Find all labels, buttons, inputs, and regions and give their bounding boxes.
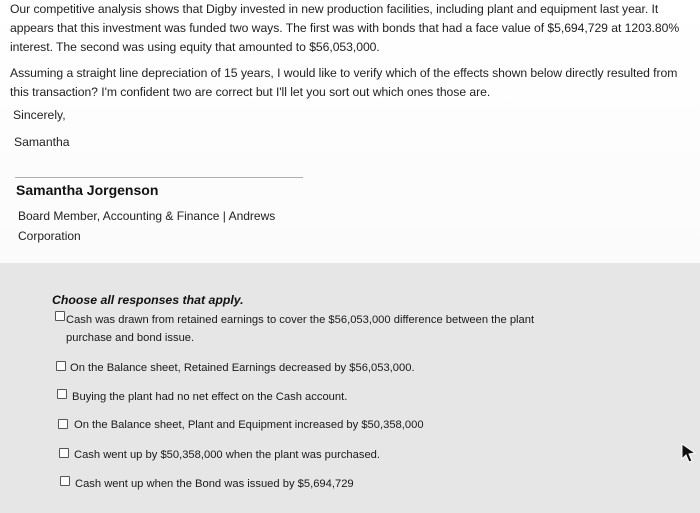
email-body bbox=[10, 0, 686, 102]
pointer-cursor-icon-svg bbox=[680, 443, 698, 463]
option-4-checkbox[interactable] bbox=[58, 419, 68, 429]
option-5-checkbox[interactable] bbox=[59, 448, 69, 458]
sender-name: Samantha Jorgenson bbox=[16, 182, 159, 198]
email-signature: Samantha bbox=[14, 135, 70, 149]
signature-divider bbox=[15, 177, 303, 178]
option-2-checkbox[interactable] bbox=[56, 361, 66, 371]
option-5-label[interactable]: Cash went up by $50,358,000 when the plant was purchased. bbox=[74, 449, 381, 461]
sender-title: Board Member, Accounting & Finance | Andrews Corporation bbox=[18, 209, 276, 243]
option-2-label[interactable]: On the Balance sheet, Retained Earnings decreased by $56,053,000. bbox=[70, 362, 415, 374]
option-1-label[interactable]: Cash was drawn from retained earnings to cover the $56,053,000 difference between the plant purchase and bond issue. bbox=[66, 314, 535, 344]
email-paragraph-2: Assuming a straight line depreciation of 15 years, I would like to verify which of the effects shown below directly resulted from this transaction? I'm confident two are correct but I'll let you sort out which ones those are. bbox=[10, 66, 678, 99]
email-paragraph-1: Our competitive analysis shows that Digby invested in new production facilities, including plant and equipment last year. It appears that this investment was funded two ways. The first was with bonds that had a face value of $5,694,729 at 1203.80% interest. The second was using equity that amounted to $56,053,000. bbox=[10, 2, 680, 54]
option-3-checkbox[interactable] bbox=[57, 389, 67, 399]
email-closing: Sincerely, bbox=[13, 108, 66, 122]
option-6-checkbox[interactable] bbox=[60, 476, 70, 486]
option-6-label[interactable]: Cash went up when the Bond was issued by $5,694,729 bbox=[75, 478, 354, 490]
option-1-checkbox[interactable] bbox=[55, 311, 65, 321]
question-instruction: Choose all responses that apply. bbox=[52, 293, 244, 307]
option-4-label[interactable]: On the Balance sheet, Plant and Equipment increased by $50,358,000 bbox=[74, 419, 424, 431]
option-3-label[interactable]: Buying the plant had no net effect on the Cash account. bbox=[72, 391, 348, 403]
